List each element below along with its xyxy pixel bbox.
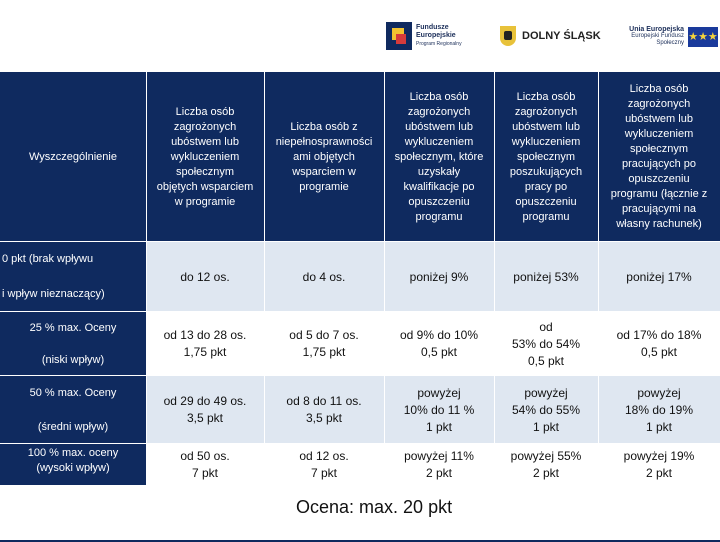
table-cell: do 4 os. [264,242,384,312]
row-label-0-top: 0 pkt (brak wpływu [2,253,94,265]
dolny-slask-logo [500,26,601,46]
fe-emblem-icon [386,22,412,50]
row-label-1 [0,312,146,376]
header-col-3: Liczba osób zagrożonych ubóstwem lub wykluczeniem społecznym, które uzyskały kwalifikacje po opuszczeniu programu [384,72,494,242]
table-cell: od 12 os. 7 pkt [264,444,384,486]
row-label-0-bottom: i wpływ nieznaczący) [2,288,105,300]
fundusze-europejskie-logo [386,22,468,50]
table-cell: od 50 os. 7 pkt [146,444,264,486]
logos-band [0,0,720,72]
table-cell: powyżej 19% 2 pkt [598,444,720,486]
table-cell: od 17% do 18% 0,5 pkt [598,312,720,376]
row-label-3-top: 100 % max. oceny [27,447,119,459]
row-label-3 [0,444,146,486]
table-cell: powyżej 10% do 11 % 1 pkt [384,376,494,444]
footer-score-text: Ocena: max. 20 pkt [296,497,453,517]
column-divider [598,72,599,486]
column-divider [264,72,265,486]
column-divider [146,72,147,486]
row-label-2-top: 50 % max. Oceny [29,386,117,399]
row-label-1-top: 25 % max. Oceny [29,321,117,334]
ue-logo-title: Unia Europejska [629,26,684,33]
row-divider [0,241,720,242]
table-cell: powyżej 11% 2 pkt [384,444,494,486]
row-label-2-bottom: (średni wpływ) [37,420,109,433]
eu-flag-icon: ★★★ [688,27,718,47]
header-col-4: Liczba osób zagrożonych ubóstwem lub wykluczeniem społecznym poszukujących pracy po opuszczeniu programu [494,72,598,242]
table-cell: powyżej 18% do 19% 1 pkt [598,376,720,444]
table-cell: do 12 os. [146,242,264,312]
fe-logo-title: Fundusze Europejskie [416,24,456,39]
table-cell: od 8 do 11 os. 3,5 pkt [264,376,384,444]
header-col-2: Liczba osób z niepełnosprawności ami objętych wsparciem w programie [264,72,384,242]
table-cell: powyżej 55% 2 pkt [494,444,598,486]
ds-logo-name: DOLNY ŚLĄSK [522,29,601,42]
unia-europejska-logo [612,26,718,47]
table-cell: powyżej 54% do 55% 1 pkt [494,376,598,444]
table-cell: poniżej 17% [598,242,720,312]
row-label-3-bottom: (wysoki wpływ) [36,462,110,474]
fe-logo-subtitle: Program Regionalny [416,41,462,47]
column-divider [494,72,495,486]
eagle-crest-icon [500,26,516,46]
table-cell: od 9% do 10% 0,5 pkt [384,312,494,376]
row-label-2 [0,376,146,444]
column-divider [384,72,385,486]
table-cell: od 13 do 28 os. 1,75 pkt [146,312,264,376]
header-wyszczegolnienie: Wyszczególnienie [0,72,146,242]
table-cell: poniżej 53% [494,242,598,312]
row-divider [0,375,720,376]
table-cell: od 53% do 54% 0,5 pkt [494,312,598,376]
header-col-1: Liczba osób zagrożonych ubóstwem lub wykluczeniem społecznym objętych wsparciem w programie [146,72,264,242]
footer [0,485,720,540]
row-divider [0,443,720,444]
row-divider [0,311,720,312]
table-cell: od 29 do 49 os. 3,5 pkt [146,376,264,444]
row-label-0 [0,242,146,312]
scoring-table [0,72,720,542]
table-cell: poniżej 9% [384,242,494,312]
table-cell: od 5 do 7 os. 1,75 pkt [264,312,384,376]
ue-logo-subtitle: Europejski Fundusz Społeczny [631,33,684,46]
row-label-1-bottom: (niski wpływ) [41,353,105,366]
header-col-5: Liczba osób zagrożonych ubóstwem lub wykluczeniem społecznym pracujących po opuszczeniu programu (łącznie z pracującymi na własny rachunek) [598,72,720,242]
